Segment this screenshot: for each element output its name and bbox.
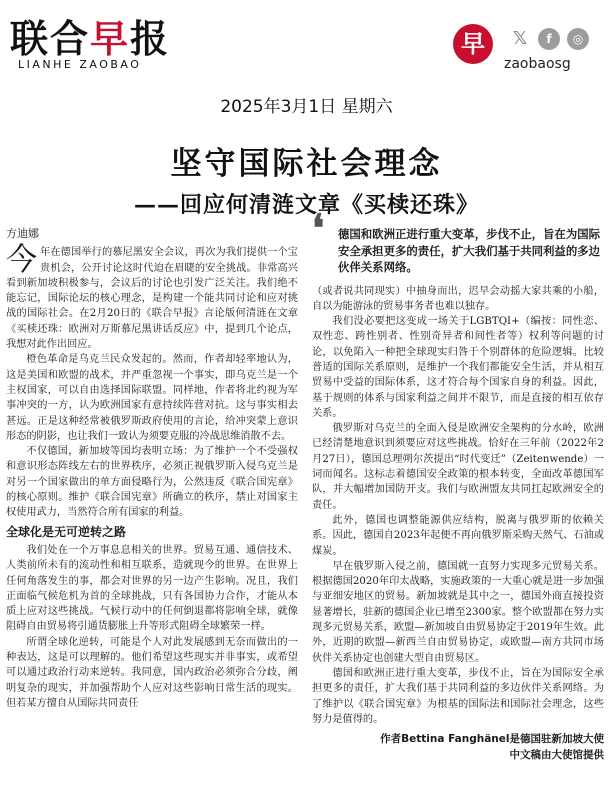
paragraph: 俄罗斯对乌克兰的全面入侵是欧洲安全架构的分水岭，欧洲已经清楚地意识到须要应对这些挑战。恰好在三年前（2022年2月27日），德国总理朔尔茨提出“时代变迁”（Zeitenwende）一词而闻名。这标志着德国安全政策的根本转变，全面改革德国军队，并大幅增加国防开支。我们与欧洲盟友共同扛起欧洲安全的责任。 — [312, 423, 604, 511]
logo-wordmark[interactable] — [10, 8, 170, 63]
logo-char: 合 — [50, 16, 91, 61]
paragraph: 橙色革命是乌克兰民众发起的。然而，作者却轻率地认为，这是美国和欧盟的战术，并严重忽视一个事实，即乌克兰是一个主权国家，可以自由选择国际联盟。同样地，作者将北约视为军事冲突的一方，认为欧洲国家有意持续阵营对抗。这与事实相去甚远。正是这种经常被俄罗斯政府使用的言论，给冲突蒙上意识形态的阴影，也让我们一致认为须要克服的冷战思维消散不去。 — [6, 354, 298, 442]
article-title: 坚守国际社会理念 — [170, 146, 443, 182]
paragraph — [6, 242, 298, 352]
zaobao-badge-icon[interactable]: 早 — [453, 24, 493, 64]
paragraph: 早在俄罗斯入侵之前，德国就一直努力实现多元贸易关系。根据德国2020年印太战略，实施政策的一大重心就是进一步加强与亚细安地区的贸易。新加坡就是其中之一，德国外商直接投资显著增长，驻新的德国企业已增至2300家。整个欧盟都在努力实现多元贸易关系，欧盟—新加坡自由贸易协定于2019年生效。此外，近期的欧盟—新西兰自由贸易协定，或欧盟—南方共同市场伙伴关系协定也创建大型自由贸易区。 — [312, 560, 604, 664]
paragraph: 我们没必要把这变成一场关于LGBTQI+（编按：同性恋、双性恋、跨性别者、性别奇异者和间性者等）权利等问题的讨论，以免陷入一种把全球现实归咎于个别群体的危险逻辑。比较普适的国际关系原则，是维护一个我们都能安全生活，并从相互贸易中受益的国际体系，这才符合每个国家自身的利益。因此，基于规则的体系与国家利益之间并不限节，而是直接的相互依存关系。 — [312, 316, 604, 419]
logo-char-accent: 早 — [90, 16, 131, 61]
author-line: 中文稿由大使馆提供 — [509, 749, 604, 762]
author-note — [312, 731, 604, 763]
paragraph: 德国和欧洲正进行重大变革，步伐不止，旨在为国际安全承担更多的责任，扩大我们基于共同利益的多边伙伴关系网络。为了维护以《联合国宪章》为根基的国际法和国际社会理念，这些努力是值得的。 — [312, 667, 604, 725]
masthead — [0, 0, 613, 82]
right-column — [312, 205, 604, 763]
publication-date: 2025年3月1日 星期六 — [220, 97, 393, 117]
paragraph: 所谓全球化逆转，可能是个人对此发展感到无奈而做出的一种表达，这是可以理解的。他们希望这些现实并非事实，或希望可以通过政治行动来逆转。我同意，国内政治必须弥合分歧，阐明复杂的现实，并加强帮助个人应对这些影响日常生活的现实。但若某方擅自从国际共同责任 — [6, 636, 298, 709]
article-subtitle: ——回应何清涟文章《买椟还珠》 — [133, 192, 479, 218]
logo-char: 联 — [10, 16, 51, 61]
section-heading: 全球化是无可逆转之路 — [6, 524, 127, 539]
facebook-icon[interactable]: f — [538, 28, 560, 50]
paragraph: （或者说共同现实）中抽身而出，迟早会动摇大家共乘的小船，自以为能游泳的贸易事务者也难以独存。 — [312, 285, 604, 312]
paragraph: 此外，德国也调整能源供应结构，脱离与俄罗斯的依赖关系。因此，德国自2023年起便不再向俄罗斯采购天然气、石油或煤炭。 — [312, 514, 604, 557]
paragraph: 我们处在一个万事息息相关的世界。贸易互通、通信技术、人类前所未有的流动性和相互联系，造就现今的世界。在世界上任何角落发生的事，都会对世界的另一边产生影响。况且，我们正面临气候危机为首的全球挑战，只有各国协力合作，才能从本质上应对这些挑战。气候行动中的任何倒退都将影响全球，就像阻碍自由贸易将引通货膨胀上升等形式阻碍全球繁荣一样。 — [6, 544, 298, 633]
left-column — [6, 226, 298, 711]
paragraph: 不仅德国，新加坡等国均表明立场：为了维护一个不受强权和意识形态阵线左右的世界秩序，必须正视俄罗斯入侵乌克兰是对另一个国家做出的单方面侵略行为，公然违反《联合国宪章》的核心原则。维护《联合国宪章》所确立的秩序，禁止对国家主权使用武力，当然符合所有国家的利益。 — [6, 446, 298, 519]
social-links — [509, 28, 589, 50]
pull-quote — [312, 205, 604, 276]
x-icon[interactable]: 𝕏 — [512, 28, 528, 49]
quote-mark-icon: ❛ — [312, 205, 325, 250]
logo-char: 报 — [130, 16, 171, 61]
author-line: 作者Bettina Fanghänel是德国驻新加坡大使 — [380, 733, 604, 746]
logo-latin: LIANHE ZAOBAO — [18, 58, 142, 71]
dropcap: 今 — [6, 242, 37, 279]
byline: 方迪娜 — [6, 227, 39, 240]
instagram-icon[interactable]: ◎ — [567, 28, 589, 50]
pull-quote-text: 德国和欧洲正进行重大变革，步伐不止，旨在为国际安全承担更多的责任，扩大我们基于共同利益的多边伙伴关系网络。 — [338, 227, 600, 274]
paragraph-text: 年在德国举行的慕尼黑安全会议，再次为我们提供一个宝贵机会，公开讨论这时代迫在眉睫的安全挑战。非常高兴看到新加坡积极参与，会议后的讨论也引发广泛关注。我们绝不能忘记，国际论坛的核心理念，是构建一个能共同讨论和应对挑战的国际社会。在2月20日的《联合早报》言论版何清涟在文章《买椟还珠：欧洲对万斯慕尼黑讲话反应》中，提到几个论点，我想对此作出回应。 — [6, 247, 298, 351]
social-handle[interactable]: zaobaosg — [504, 56, 571, 72]
